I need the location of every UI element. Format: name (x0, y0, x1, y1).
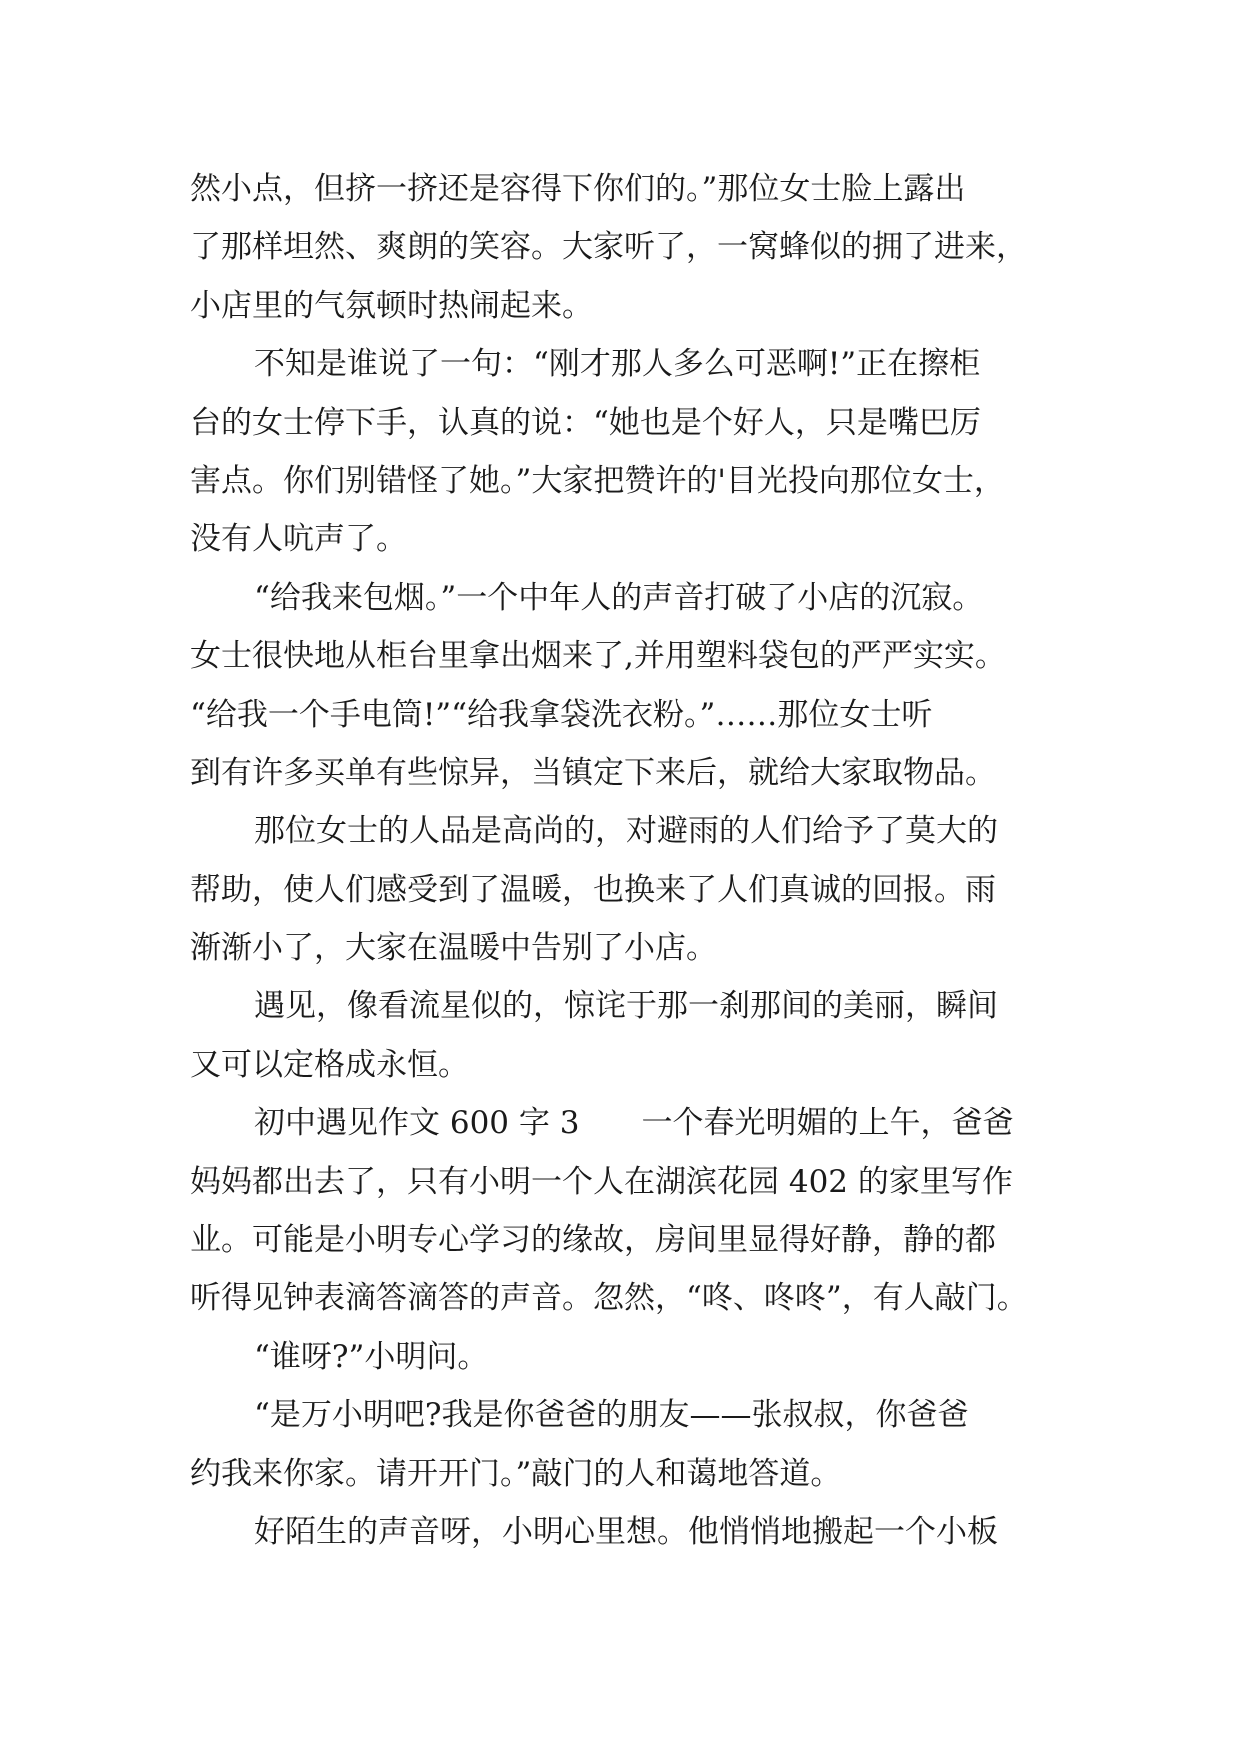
paragraph-start-line: 不知是谁说了一句：“刚才那人多么可恶啊!”正在擦柜 (254, 346, 981, 383)
text-line: 女士很快地从柜台里拿出烟来了,并用塑料袋包的严严实实。 (190, 638, 1006, 675)
text-line: 听得见钟表滴答滴答的声音。忽然，“咚、咚咚”，有人敲门。 (190, 1280, 1028, 1317)
paragraph-start-line: 好陌生的声音呀，小明心里想。他悄悄地搬起一个小板 (254, 1513, 998, 1550)
paragraph-start-line: “给我来包烟。”一个中年人的声音打破了小店的沉寂。 (254, 579, 984, 616)
text-line: 帮助，使人们感受到了温暖，也换来了人们真诚的回报。雨 (190, 871, 996, 908)
text-line: 到有许多买单有些惊异，当镇定下来后，就给大家取物品。 (190, 754, 996, 791)
paragraph-start-line: 初中遇见作文 600 字 3 一个春光明媚的上午，爸爸 (254, 1105, 1014, 1142)
paragraph-start-line: “是万小明吧?我是你爸爸的朋友——张叔叔，你爸爸 (254, 1397, 969, 1434)
text-line: 台的女士停下手，认真的说：“她也是个好人，只是嘴巴厉 (190, 404, 981, 441)
text-line: 然小点，但挤一挤还是容得下你们的。”那位女士脸上露出 (190, 171, 966, 207)
text-line: 害点。你们别错怪了她。”大家把赞许的'目光投向那位女士， (190, 462, 1005, 499)
paragraph-start-line: “谁呀?”小明问。 (254, 1338, 489, 1375)
text-line: 业。可能是小明专心学习的缘故，房间里显得好静，静的都 (190, 1222, 996, 1259)
text-line: 又可以定格成永恒。 (190, 1046, 469, 1083)
document-body (190, 160, 1070, 1561)
paragraph-start-line: 遇见，像看流星似的，惊诧于那一刹那间的美丽，瞬间 (254, 988, 998, 1025)
text-line: 小店里的气氛顿时热闹起来。 (190, 287, 593, 324)
paragraph-start-line: 那位女士的人品是高尚的，对避雨的人们给予了莫大的 (254, 813, 998, 850)
text-line: “给我一个手电筒!”“给我拿袋洗衣粉。”……那位女士听 (190, 696, 933, 733)
text-line: 妈妈都出去了，只有小明一个人在湖滨花园 402 的家里写作 (190, 1163, 1013, 1200)
text-line: 了那样坦然、爽朗的笑容。大家听了，一窝蜂似的拥了进来， (190, 229, 1027, 266)
text-line: 约我来你家。请开开门。”敲门的人和蔼地答道。 (190, 1455, 842, 1492)
text-line: 没有人吭声了。 (190, 521, 407, 558)
text-line: 渐渐小了，大家在温暖中告别了小店。 (190, 930, 717, 967)
